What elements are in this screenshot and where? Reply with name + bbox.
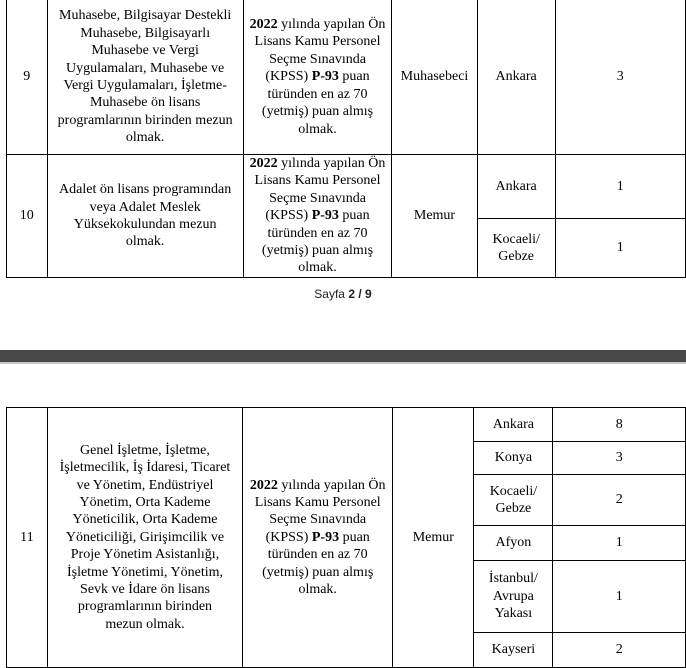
score-type: P-93	[311, 529, 340, 545]
location-city: Kocaeli/ Gebze	[474, 475, 553, 526]
page-label: Sayfa	[314, 287, 349, 301]
location-city: Ankara	[477, 155, 555, 219]
position-count: 1	[553, 526, 686, 561]
row-number: 9	[7, 0, 48, 155]
location-city: Kayseri	[474, 633, 553, 668]
exam-text: yılında yapılan Ön Lisans Kamu Personel Seçme Sınavında (KPSS)	[254, 156, 386, 224]
location-city: Konya	[474, 442, 553, 475]
table-row	[7, 408, 686, 442]
page-number-footer	[0, 287, 686, 301]
education-requirement: Genel İşletme, İşletme, İşletmecilik, İş İdaresi, Ticaret ve Yönetim, Endüstriyel Yönetim, Orta Kademe Yöneticilik, Orta Kademe Yöneticiliği, Girişimcilik ve Proje Yönetim Asistanlığı, İşletme Yönetimi, Yönetim, Sevk ve İdare ön lisans programlarının birinden mezun olmak.	[47, 408, 242, 668]
position-count: 1	[555, 219, 685, 278]
row-number: 11	[7, 408, 48, 668]
position-count: 2	[553, 633, 686, 668]
score-type: P-93	[311, 69, 339, 85]
exam-requirement	[243, 408, 393, 668]
positions-table-page-2	[6, 0, 686, 278]
position-title: Muhasebeci	[392, 0, 478, 155]
exam-text: yılında yapılan Ön Lisans Kamu Personel Seçme Sınavında (KPSS)	[254, 17, 386, 85]
score-text: puan türünden en az 70 (yetmiş) puan almış olmak.	[261, 69, 374, 137]
location-city: Ankara	[477, 0, 555, 155]
location-city: Kocaeli/ Gebze	[477, 219, 555, 278]
position-count: 1	[555, 155, 685, 219]
current-page: 2	[348, 287, 355, 301]
education-requirement: Muhasebe, Bilgisayar Destekli Muhasebe, Bilgisayarlı Muhasebe ve Vergi Uygulamaları, Muhasebe ve Vergi Uygulamaları, İşletme-Muhasebe ön lisans programlarının birinden mezun olmak.	[47, 0, 243, 155]
position-title: Memur	[392, 155, 478, 278]
table-row	[7, 0, 686, 155]
position-title: Memur	[393, 408, 474, 668]
page-divider	[0, 350, 686, 362]
score-text: puan türünden en az 70 (yetmiş) puan almış olmak.	[261, 208, 374, 276]
position-count: 1	[553, 561, 686, 633]
exam-year: 2022	[249, 17, 278, 33]
position-count: 3	[553, 442, 686, 475]
location-city: Ankara	[474, 408, 553, 442]
position-count: 3	[555, 0, 685, 155]
exam-year: 2022	[249, 477, 278, 493]
positions-table-page-3	[6, 407, 686, 668]
total-pages: 9	[365, 287, 372, 301]
score-type: P-93	[311, 208, 339, 224]
score-text: puan türünden en az 70 (yetmiş) puan almış olmak.	[262, 529, 374, 598]
location-city: Afyon	[474, 526, 553, 561]
exam-text: yılında yapılan Ön Lisans Kamu Personel Seçme Sınavında (KPSS)	[254, 477, 386, 545]
page-separator: /	[355, 287, 366, 301]
position-count: 2	[553, 475, 686, 526]
table-row	[7, 155, 686, 219]
education-requirement: Adalet ön lisans programından veya Adalet Meslek Yüksekokulundan mezun olmak.	[47, 155, 243, 278]
row-number: 10	[7, 155, 48, 278]
page-divider-shadow	[0, 362, 686, 364]
exam-requirement	[243, 155, 391, 278]
location-city: İstanbul/ Avrupa Yakası	[474, 561, 553, 633]
exam-requirement	[243, 0, 391, 155]
position-count: 8	[553, 408, 686, 442]
exam-year: 2022	[249, 156, 278, 171]
